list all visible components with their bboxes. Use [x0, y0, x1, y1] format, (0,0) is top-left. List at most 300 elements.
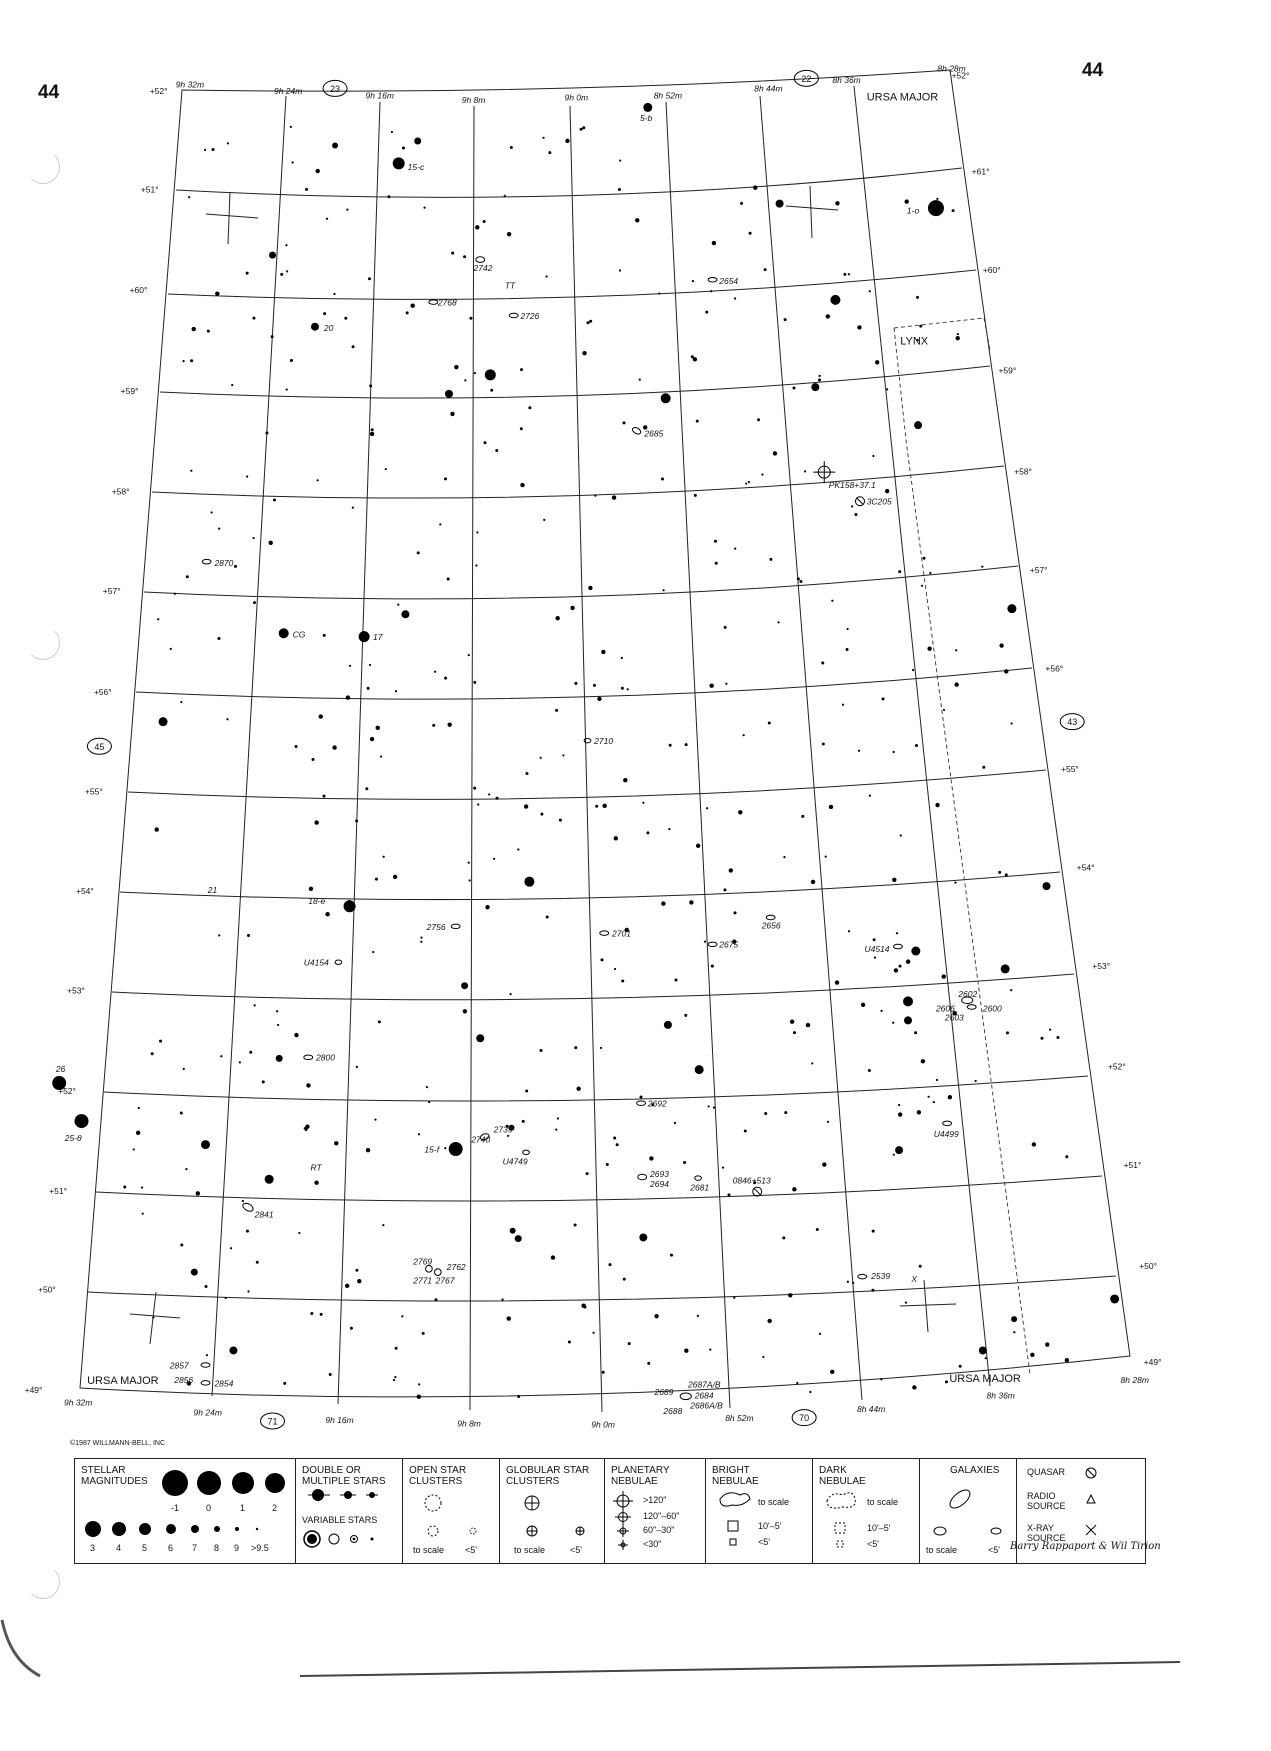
star-315 [548, 151, 551, 154]
star-268 [589, 320, 592, 323]
star-221 [136, 1131, 140, 1135]
star-257 [375, 878, 378, 881]
legend-planetary [605, 1459, 706, 1563]
star-456 [696, 420, 699, 423]
star-209 [306, 1083, 310, 1087]
star-189 [387, 195, 390, 198]
mag-label-5: 5 [142, 1543, 148, 1553]
star-75 [618, 188, 621, 191]
dec-right-3: +59° [998, 365, 1017, 376]
star-445 [319, 714, 323, 718]
star-97 [468, 654, 470, 656]
star-32 [510, 1228, 516, 1234]
star-194 [857, 325, 861, 329]
star-380 [613, 1137, 616, 1140]
star-72 [277, 1024, 279, 1026]
star-282 [256, 1261, 259, 1264]
star-180 [727, 1193, 730, 1196]
star-178 [192, 327, 196, 331]
star-174 [593, 684, 596, 687]
star-485 [323, 634, 326, 637]
star-111 [734, 548, 736, 550]
star-79 [601, 650, 605, 654]
star-177 [463, 255, 466, 258]
star-112 [692, 280, 694, 282]
dec-right-12: +50° [1139, 1260, 1158, 1271]
star-8 [279, 628, 289, 638]
star-3 [928, 200, 944, 216]
star-225 [893, 751, 895, 753]
star-78 [749, 232, 752, 235]
star-2 [393, 157, 405, 169]
label-star_5b: 5-b [639, 112, 653, 123]
star-325 [693, 357, 697, 361]
mag-4 [112, 1522, 126, 1536]
ra-bottom-6: 8h 44m [856, 1403, 886, 1414]
mag-8 [214, 1526, 220, 1532]
star-413 [196, 1191, 200, 1195]
star-367 [406, 311, 409, 314]
label-u4749: U4749 [502, 1156, 528, 1167]
star-47 [614, 836, 618, 840]
star-314 [423, 207, 425, 209]
obj-2800 [304, 1055, 313, 1059]
ra-bottom-4: 9h 0m [591, 1419, 615, 1430]
star-484 [394, 1376, 396, 1378]
star-190 [788, 1293, 792, 1297]
legend-open [403, 1459, 500, 1563]
star-296 [231, 384, 233, 386]
dark-nebula-symbols [813, 1459, 919, 1563]
dec-left-10: +52° [58, 1086, 76, 1097]
star-465 [722, 1167, 724, 1169]
label-n2654: 2654 [719, 276, 739, 287]
adjacent-chart-right: 43 [1067, 717, 1078, 728]
star-71 [919, 1265, 922, 1268]
ra-line-916 [338, 102, 380, 1404]
star-208 [762, 1356, 764, 1358]
label-n2685: 2685 [644, 428, 664, 439]
star-200 [393, 875, 397, 879]
obj-2693 [638, 1174, 647, 1180]
star-228 [395, 1347, 398, 1350]
star-168 [439, 523, 441, 525]
dec-right-1: +61° [971, 166, 990, 177]
dec-line-52 [104, 1076, 1088, 1101]
star-334 [705, 311, 708, 314]
label-n2856: 2856 [174, 1374, 194, 1385]
star-7 [445, 390, 453, 398]
star-98 [207, 330, 210, 333]
star-240 [734, 297, 736, 299]
dec-line-51b [96, 1176, 1102, 1201]
star-389 [921, 585, 923, 587]
star-77 [916, 296, 919, 299]
mag-7 [191, 1525, 199, 1533]
star-197 [434, 671, 436, 673]
label-n2687: 2687A/B [687, 1379, 721, 1390]
variable-2 [329, 1534, 339, 1544]
open-large [425, 1495, 441, 1511]
star-230 [602, 1371, 605, 1374]
star-438 [418, 1133, 420, 1135]
star-94 [157, 618, 159, 620]
star-102 [249, 1051, 252, 1054]
star-160 [619, 159, 621, 161]
label-n2768: 2768 [437, 297, 457, 308]
star-340 [799, 580, 802, 583]
star-212 [420, 941, 422, 943]
star-370 [397, 603, 399, 605]
galaxy-mid [934, 1527, 946, 1535]
mag-label-m1: -1 [171, 1503, 180, 1513]
ra-line-908 [470, 106, 474, 1410]
star-218 [546, 915, 549, 918]
label-n2800: 2800 [316, 1052, 335, 1063]
dec-right-0: +52° [951, 70, 970, 81]
star-392 [825, 856, 827, 858]
obj-2701 [600, 931, 609, 935]
star-469 [524, 804, 528, 808]
star-252 [357, 1279, 361, 1283]
star-121 [365, 787, 368, 790]
star-343 [555, 1128, 557, 1130]
star-145 [912, 669, 914, 671]
mag-1 [232, 1472, 254, 1494]
star-137 [374, 1119, 376, 1121]
pn-size-4: <30" [643, 1539, 662, 1549]
star-100 [183, 1068, 185, 1070]
star-138 [555, 709, 558, 712]
star-236 [540, 813, 543, 816]
mag-label-2: 2 [272, 1503, 278, 1513]
star-270 [273, 499, 276, 502]
glob-scale: to scale [514, 1545, 546, 1555]
star-307 [921, 1059, 925, 1063]
star-432 [818, 375, 820, 377]
star-143 [574, 1046, 577, 1049]
star-124 [210, 511, 212, 513]
star-69 [709, 684, 713, 688]
star-339 [141, 1186, 143, 1188]
star-319 [555, 616, 559, 620]
dec-line-54 [120, 872, 1060, 900]
obj-2857 [201, 1363, 210, 1367]
star-337 [612, 495, 616, 499]
star-219 [295, 745, 298, 748]
ra-bottom-5: 8h 52m [725, 1412, 754, 1423]
star-331 [123, 1185, 126, 1188]
star-462 [628, 1342, 631, 1345]
star-374 [1049, 1029, 1051, 1031]
star-495 [1040, 1037, 1043, 1040]
star-95 [356, 1066, 358, 1068]
cross-h-3 [130, 1314, 180, 1318]
star-118 [475, 564, 477, 566]
star-48 [367, 687, 370, 690]
star-126 [975, 1080, 977, 1082]
star-105 [1013, 1331, 1015, 1333]
mag-5 [139, 1523, 151, 1535]
star-19 [1001, 964, 1010, 973]
cross-h-2 [786, 206, 838, 210]
adjacent-chart-bottom_left: 71 [267, 1416, 278, 1427]
dec-left-8: +54° [75, 885, 94, 896]
star-431 [417, 551, 420, 554]
star-57 [898, 570, 901, 573]
star-364 [713, 1106, 715, 1108]
star-329 [606, 1163, 609, 1166]
legend-globular [500, 1459, 605, 1563]
star-62 [562, 754, 564, 756]
star-11 [159, 717, 168, 726]
star-232 [1010, 989, 1012, 991]
star-29 [191, 1269, 198, 1276]
star-238 [767, 1319, 771, 1323]
star-253 [344, 317, 347, 320]
legend-planetary-title: PLANETARY NEBULAE [611, 1465, 670, 1487]
ra-top-3: 9h 8m [461, 94, 486, 105]
dark-mid [835, 1523, 845, 1533]
star-83 [190, 359, 193, 362]
star-213 [861, 1003, 865, 1007]
star-122 [711, 965, 714, 968]
star-31 [515, 1235, 522, 1242]
obj-2684 [680, 1393, 691, 1400]
star-347 [385, 468, 387, 470]
open-mid [428, 1526, 438, 1536]
star-18 [911, 947, 920, 956]
star-186 [847, 628, 849, 630]
star-412 [712, 241, 716, 245]
mag-2 [265, 1473, 285, 1493]
star-346 [188, 196, 190, 198]
page-edge-shadow [0, 1640, 1271, 1751]
star-293 [684, 1014, 687, 1017]
bright-scale-shape [720, 1493, 750, 1506]
star-284 [190, 470, 192, 472]
star-400 [586, 1172, 589, 1175]
star-103 [661, 477, 664, 480]
label-n2841: 2841 [254, 1209, 274, 1220]
star-354 [283, 1382, 286, 1385]
label-n2689: 2689 [654, 1387, 674, 1398]
star-89 [777, 621, 779, 623]
star-59 [525, 1090, 528, 1093]
star-301 [743, 734, 745, 736]
star-25 [1007, 604, 1016, 613]
star-150 [715, 562, 718, 565]
ra-bottom-1: 9h 24m [193, 1407, 222, 1418]
label-n2692: 2692 [647, 1098, 667, 1109]
star-427 [507, 1316, 511, 1320]
label-n2739: 2739 [493, 1124, 513, 1135]
star-185 [783, 856, 785, 858]
star-36 [914, 421, 922, 429]
star-464 [602, 804, 606, 808]
star-179 [714, 540, 717, 543]
mag-label-1: 1 [240, 1503, 246, 1513]
mag-3 [85, 1521, 101, 1537]
star-390 [957, 333, 959, 335]
quasar-slash [1087, 1469, 1095, 1477]
star-483 [159, 1040, 162, 1043]
star-303 [670, 1254, 673, 1257]
obj-2768 [429, 300, 438, 304]
star-64 [869, 290, 871, 292]
star-27 [1110, 1294, 1119, 1303]
star-500 [875, 360, 879, 364]
star-353 [945, 1380, 948, 1383]
star-162 [790, 1019, 794, 1023]
label-n2742: 2742 [473, 262, 493, 273]
mag-label-7: 7 [192, 1543, 198, 1553]
star-139 [621, 657, 623, 659]
star-159 [376, 726, 380, 730]
star-158 [689, 900, 693, 904]
ra-line-836 [854, 86, 990, 1386]
label-star_tt: TT [504, 280, 516, 291]
star-476 [252, 317, 255, 320]
star-255 [792, 386, 795, 389]
star-414 [488, 793, 490, 795]
dec-left-2: +60° [129, 285, 148, 296]
star-38 [476, 1034, 484, 1042]
star-107 [333, 293, 335, 295]
star-472 [391, 131, 393, 133]
star-377 [848, 273, 850, 275]
star-281 [662, 589, 664, 591]
star-300 [226, 718, 228, 720]
star-294 [635, 218, 639, 222]
star-217 [905, 1301, 907, 1303]
copyright: ©1987 WILLMANN-BELL, INC [70, 1440, 166, 1447]
star-406 [661, 901, 665, 905]
star-494 [477, 803, 479, 805]
star-321 [490, 389, 493, 392]
star-45 [269, 252, 276, 259]
star-242 [1004, 669, 1008, 673]
star-53 [1065, 1358, 1069, 1362]
ra-line-852 [666, 102, 730, 1408]
obj-2600 [967, 1005, 976, 1009]
star-247 [382, 1224, 384, 1226]
label-star_1o: 1-o [906, 205, 920, 216]
label-star_26: 26 [55, 1063, 66, 1074]
star-358 [286, 270, 288, 272]
star-379 [254, 1004, 256, 1006]
star-42 [895, 1146, 903, 1154]
label-u4154: U4154 [303, 957, 329, 968]
dec-line-59 [160, 366, 990, 398]
open-scale: to scale [413, 1545, 445, 1555]
bright-mid-label: 10'–5' [758, 1521, 782, 1531]
bright-scale: to scale [758, 1497, 790, 1507]
label-n2870: 2870 [214, 558, 234, 569]
mag-label-3: 3 [90, 1543, 96, 1553]
star-395 [642, 802, 644, 804]
radio-symbol [1087, 1495, 1095, 1503]
dec-right-13: +49° [1143, 1356, 1162, 1367]
star-345 [543, 519, 545, 521]
star-436 [355, 1269, 358, 1272]
star-478 [809, 1391, 811, 1393]
star-463 [444, 1147, 446, 1149]
star-256 [847, 1281, 849, 1283]
obj-u4514 [893, 944, 902, 948]
star-482 [504, 195, 506, 197]
credits: Barry Rappaport & Wil Tirion [1010, 1541, 1161, 1552]
star-291 [372, 951, 374, 953]
cross-v-1 [228, 192, 230, 244]
star-407 [621, 979, 624, 982]
galaxy-large [947, 1487, 973, 1512]
star-435 [285, 244, 287, 246]
star-428 [654, 1314, 658, 1318]
legend-stellar-title: STELLAR MAGNITUDES [81, 1465, 148, 1487]
quasar-label: QUASAR [1027, 1467, 1066, 1477]
label-n2693: 2693 [650, 1169, 669, 1180]
star-140 [818, 378, 821, 381]
const-ursa-major-bottom-left: URSA MAJOR [87, 1375, 159, 1388]
obj-2692 [637, 1101, 646, 1105]
obj-u4749 [523, 1150, 530, 1154]
star-312 [773, 451, 777, 455]
star-176 [271, 335, 274, 338]
star-106 [927, 646, 931, 650]
label-n2681: 2681 [690, 1182, 710, 1193]
star-35 [811, 383, 819, 391]
star-442 [369, 664, 371, 666]
dec-left-13: +49° [24, 1384, 43, 1395]
star-65 [985, 1357, 987, 1359]
const-ursa-major-bottom-right: URSA MAJOR [949, 1372, 1021, 1385]
star-234 [474, 372, 476, 374]
star-68 [811, 1062, 813, 1064]
star-17 [265, 1175, 274, 1184]
glob-small-label: <5' [570, 1545, 582, 1555]
star-373 [450, 412, 454, 416]
star-355 [485, 905, 489, 909]
star-206 [927, 1096, 929, 1098]
star-283 [954, 881, 956, 883]
ra-line-844 [760, 96, 862, 1400]
star-460 [311, 758, 314, 761]
star-134 [451, 252, 454, 255]
label-star_17: 17 [373, 631, 383, 642]
dec-right-10: +52° [1107, 1061, 1126, 1072]
star-67 [447, 578, 450, 581]
variable-4 [371, 1538, 374, 1541]
label-star_25th: 25-θ [64, 1133, 82, 1144]
label-star_20: 20 [323, 323, 334, 334]
label-n2684: 2684 [694, 1390, 714, 1401]
dark-small-label: <5' [867, 1539, 879, 1549]
star-119 [738, 810, 742, 814]
star-450 [155, 827, 159, 831]
star-404 [205, 1285, 208, 1288]
star-169 [886, 388, 888, 390]
adjacent-chart-left: 45 [94, 741, 105, 752]
mag-95 [256, 1528, 258, 1530]
star-46 [332, 142, 338, 148]
star-369 [276, 1010, 278, 1012]
star-172 [811, 880, 815, 884]
legend-double-title: DOUBLE OR MULTIPLE STARS [302, 1465, 386, 1487]
star-350 [614, 968, 616, 970]
open-small [470, 1528, 476, 1534]
star-135 [943, 709, 945, 711]
